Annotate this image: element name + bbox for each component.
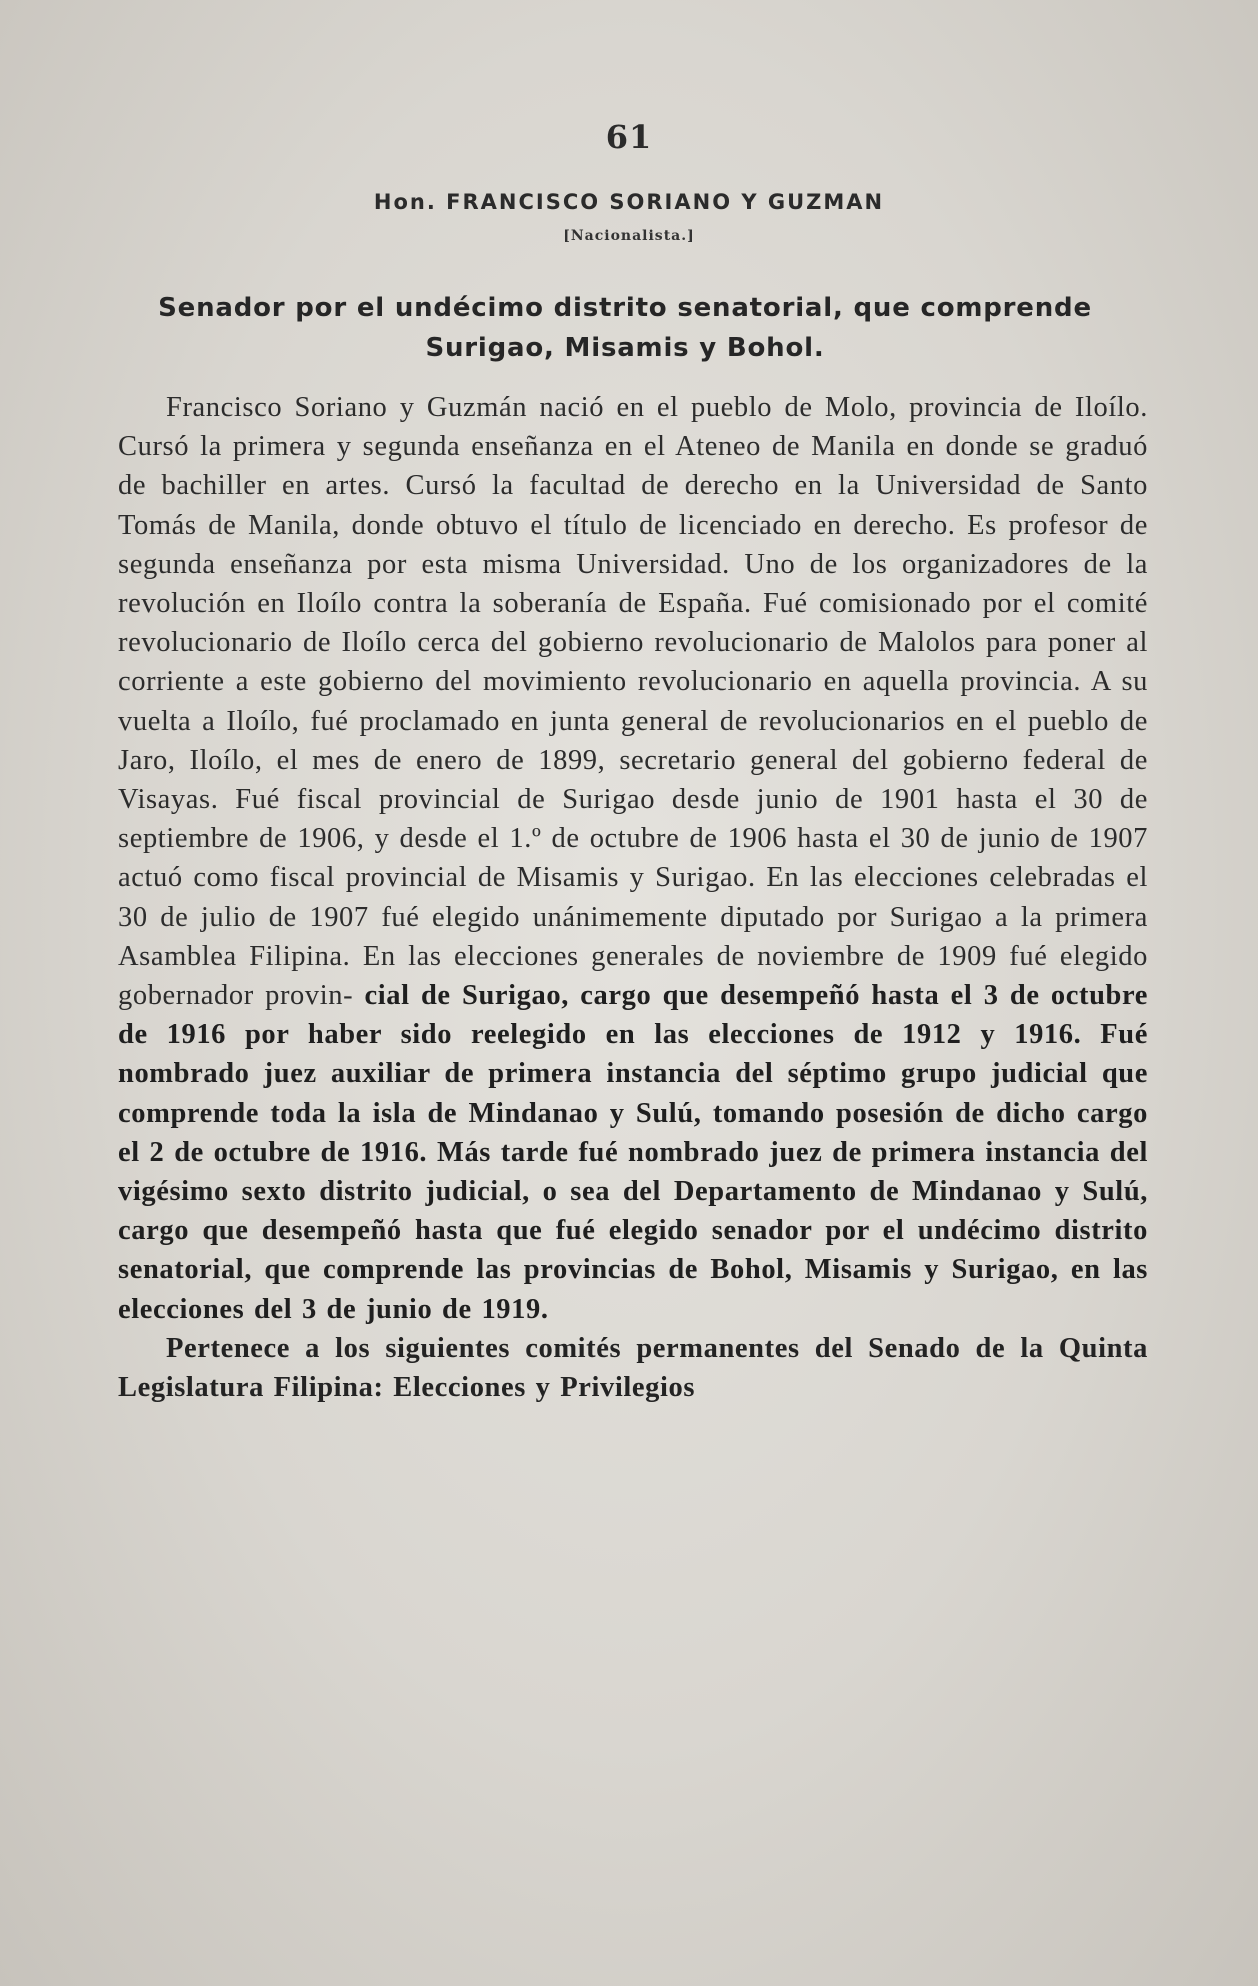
party-affiliation: [Nacionalista.] bbox=[563, 228, 695, 244]
biography-text bbox=[118, 388, 1148, 1407]
committees-paragraph: Pertenece a los siguientes comités permanentes del Senado de la Quinta Legislatura Filipina: Elecciones y Privilegios bbox=[118, 1332, 1148, 1404]
page-number: 61 bbox=[605, 118, 653, 156]
biography-paragraph bbox=[118, 388, 1148, 1329]
senator-district-subtitle: Senador por el undécimo distrito senatorial, que comprende Surigao, Misamis y Bohol. bbox=[158, 293, 1092, 363]
biography-paragraph-part-1: Francisco Soriano y Guzmán nació en el pueblo de Molo, provincia de Iloílo. Cursó la primera y segunda enseñanza en el Ateneo de Manila en donde se graduó de bachiller en artes. Cursó la facultad de derecho en la Universidad de Santo Tomás de Manila, donde obtuvo el título de licenciado en derecho. Es profesor de segunda enseñanza por esta misma Universidad. Uno de los organizadores de la revolución en Iloílo contra la soberanía de España. Fué comisionado por el comité revolucionario de Iloílo cerca del gobierno revolucionario de Malolos para poner al corriente a este gobierno del movimiento revolucionario en aquella provincia. A su vuelta a Iloílo, fué proclamado en junta general de revolucionarios en el pueblo de Jaro, Iloílo, el mes de enero de 1899, secretario general del gobierno federal de Visayas. Fué fiscal provincial de Surigao desde junio de 1901 hasta el 30 de septiembre de 1906, y desde el 1.º de octubre de 1906 hasta el 30 de junio de 1907 actuó como fiscal provincial de Misamis y Surigao. En las elecciones celebradas el 30 de julio de 1907 fué elegido unánimemente diputado por Surigao a la primera Asamblea Filipina. En las elecciones generales de noviembre de 1909 fué elegido gobernador provin- bbox=[118, 392, 1148, 1012]
person-name-heading: Hon. FRANCISCO SORIANO Y GUZMAN bbox=[373, 190, 885, 214]
biography-paragraph-part-2: cial de Surigao, cargo que desempeñó hasta el 3 de octubre de 1916 por haber sido reelegido en las elecciones de 1912 y 1916. Fué nombrado juez auxiliar de primera instancia del séptimo grupo judicial que comprende toda la isla de Mindanao y Sulú, tomando posesión de dicho cargo el 2 de octubre de 1916. Más tarde fué nombrado juez de primera instancia del vigésimo sexto distrito judicial, o sea del Departamento de Mindanao y Sulú, cargo que desempeñó hasta que fué elegido senador por el undécimo distrito senatorial, que comprende las provincias de Bohol, Misamis y Surigao, en las elecciones del 3 de junio de 1919. bbox=[118, 980, 1148, 1325]
